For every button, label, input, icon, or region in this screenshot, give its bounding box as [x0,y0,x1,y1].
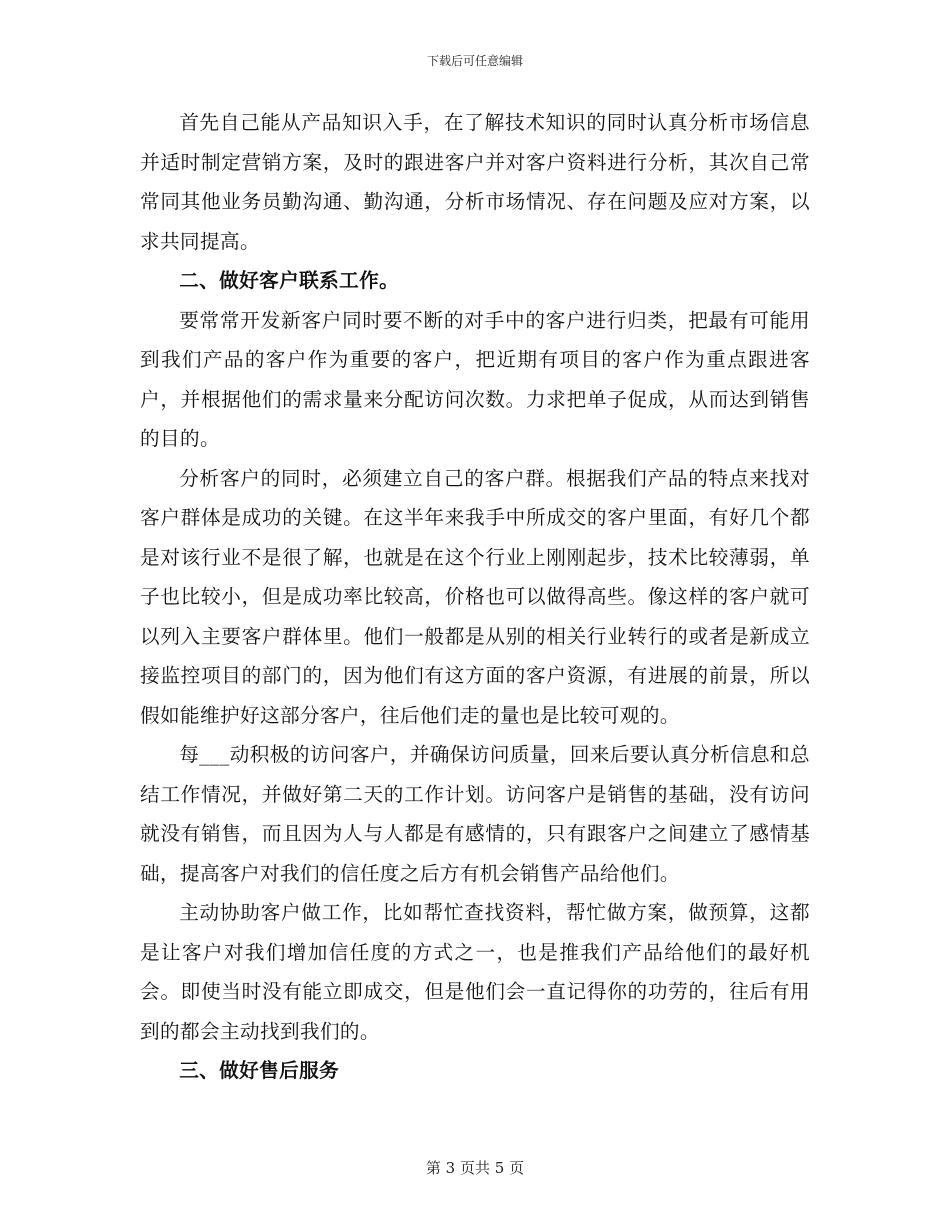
page-footer: 第 3 页共 5 页 [425,1159,525,1177]
section-heading-3: 三、做好售后服务 [179,1059,340,1082]
paragraph-assist: 主动协助客户做工作，比如帮忙查找资料，帮忙做方案，做预算，这都是让客户对我们增加信任度的方式之一，也是推我们产品给他们的最好机会。即使当时没有能立即成交，但是他们会一直记得你的功劳的，往后有用到的都会主动找到我们的。 [140,901,810,1043]
paragraph-intro: 首先自己能从产品知识入手，在了解技术知识的同时认真分析市场信息并适时制定营销方案，及时的跟进客户并对客户资料进行分析，其次自己常常同其他业务员勤沟通、勤沟通，分析市场情况、存在问题及应对方案，以求共同提高。 [140,111,810,253]
page-header: 下载后可任意编辑 [426,54,523,68]
paragraph-client-groups: 分析客户的同时，必须建立自己的客户群。根据我们产品的特点来找对客户群体是成功的关键。在这半年来我手中所成交的客户里面，有好几个都是对该行业不是很了解，也就是在这个行业上刚刚起步，技术比较薄弱，单子也比较小，但是成功率比较高，价格也可以做得高些。像这样的客户就可以列入主要客户群体里。他们一般都是从别的相关行业转行的或者是新成立接监控项目的部门的，因为他们有这方面的客户资源，有进展的前景，所以假如能维护好这部分客户，往后他们走的量也是比较可观的。 [140,466,810,727]
section-heading-2: 二、做好客户联系工作。 [179,269,400,292]
paragraph-visits: 每___动积极的访问客户，并确保访问质量，回来后要认真分析信息和总结工作情况，并做好第二天的工作计划。访问客户是销售的基础，没有访问就没有销售，而且因为人与人都是有感情的，只有跟客户之间建立了感情基础，提高客户对我们的信任度之后方有机会销售产品给他们。 [140,743,810,885]
paragraph-new-clients: 要常常开发新客户同时要不断的对手中的客户进行归类，把最有可能用到我们产品的客户作为重要的客户，把近期有项目的客户作为重点跟进客户，并根据他们的需求量来分配访问次数。力求把单子促成，从而达到销售的目的。 [140,308,810,450]
document-body [140,103,810,1091]
